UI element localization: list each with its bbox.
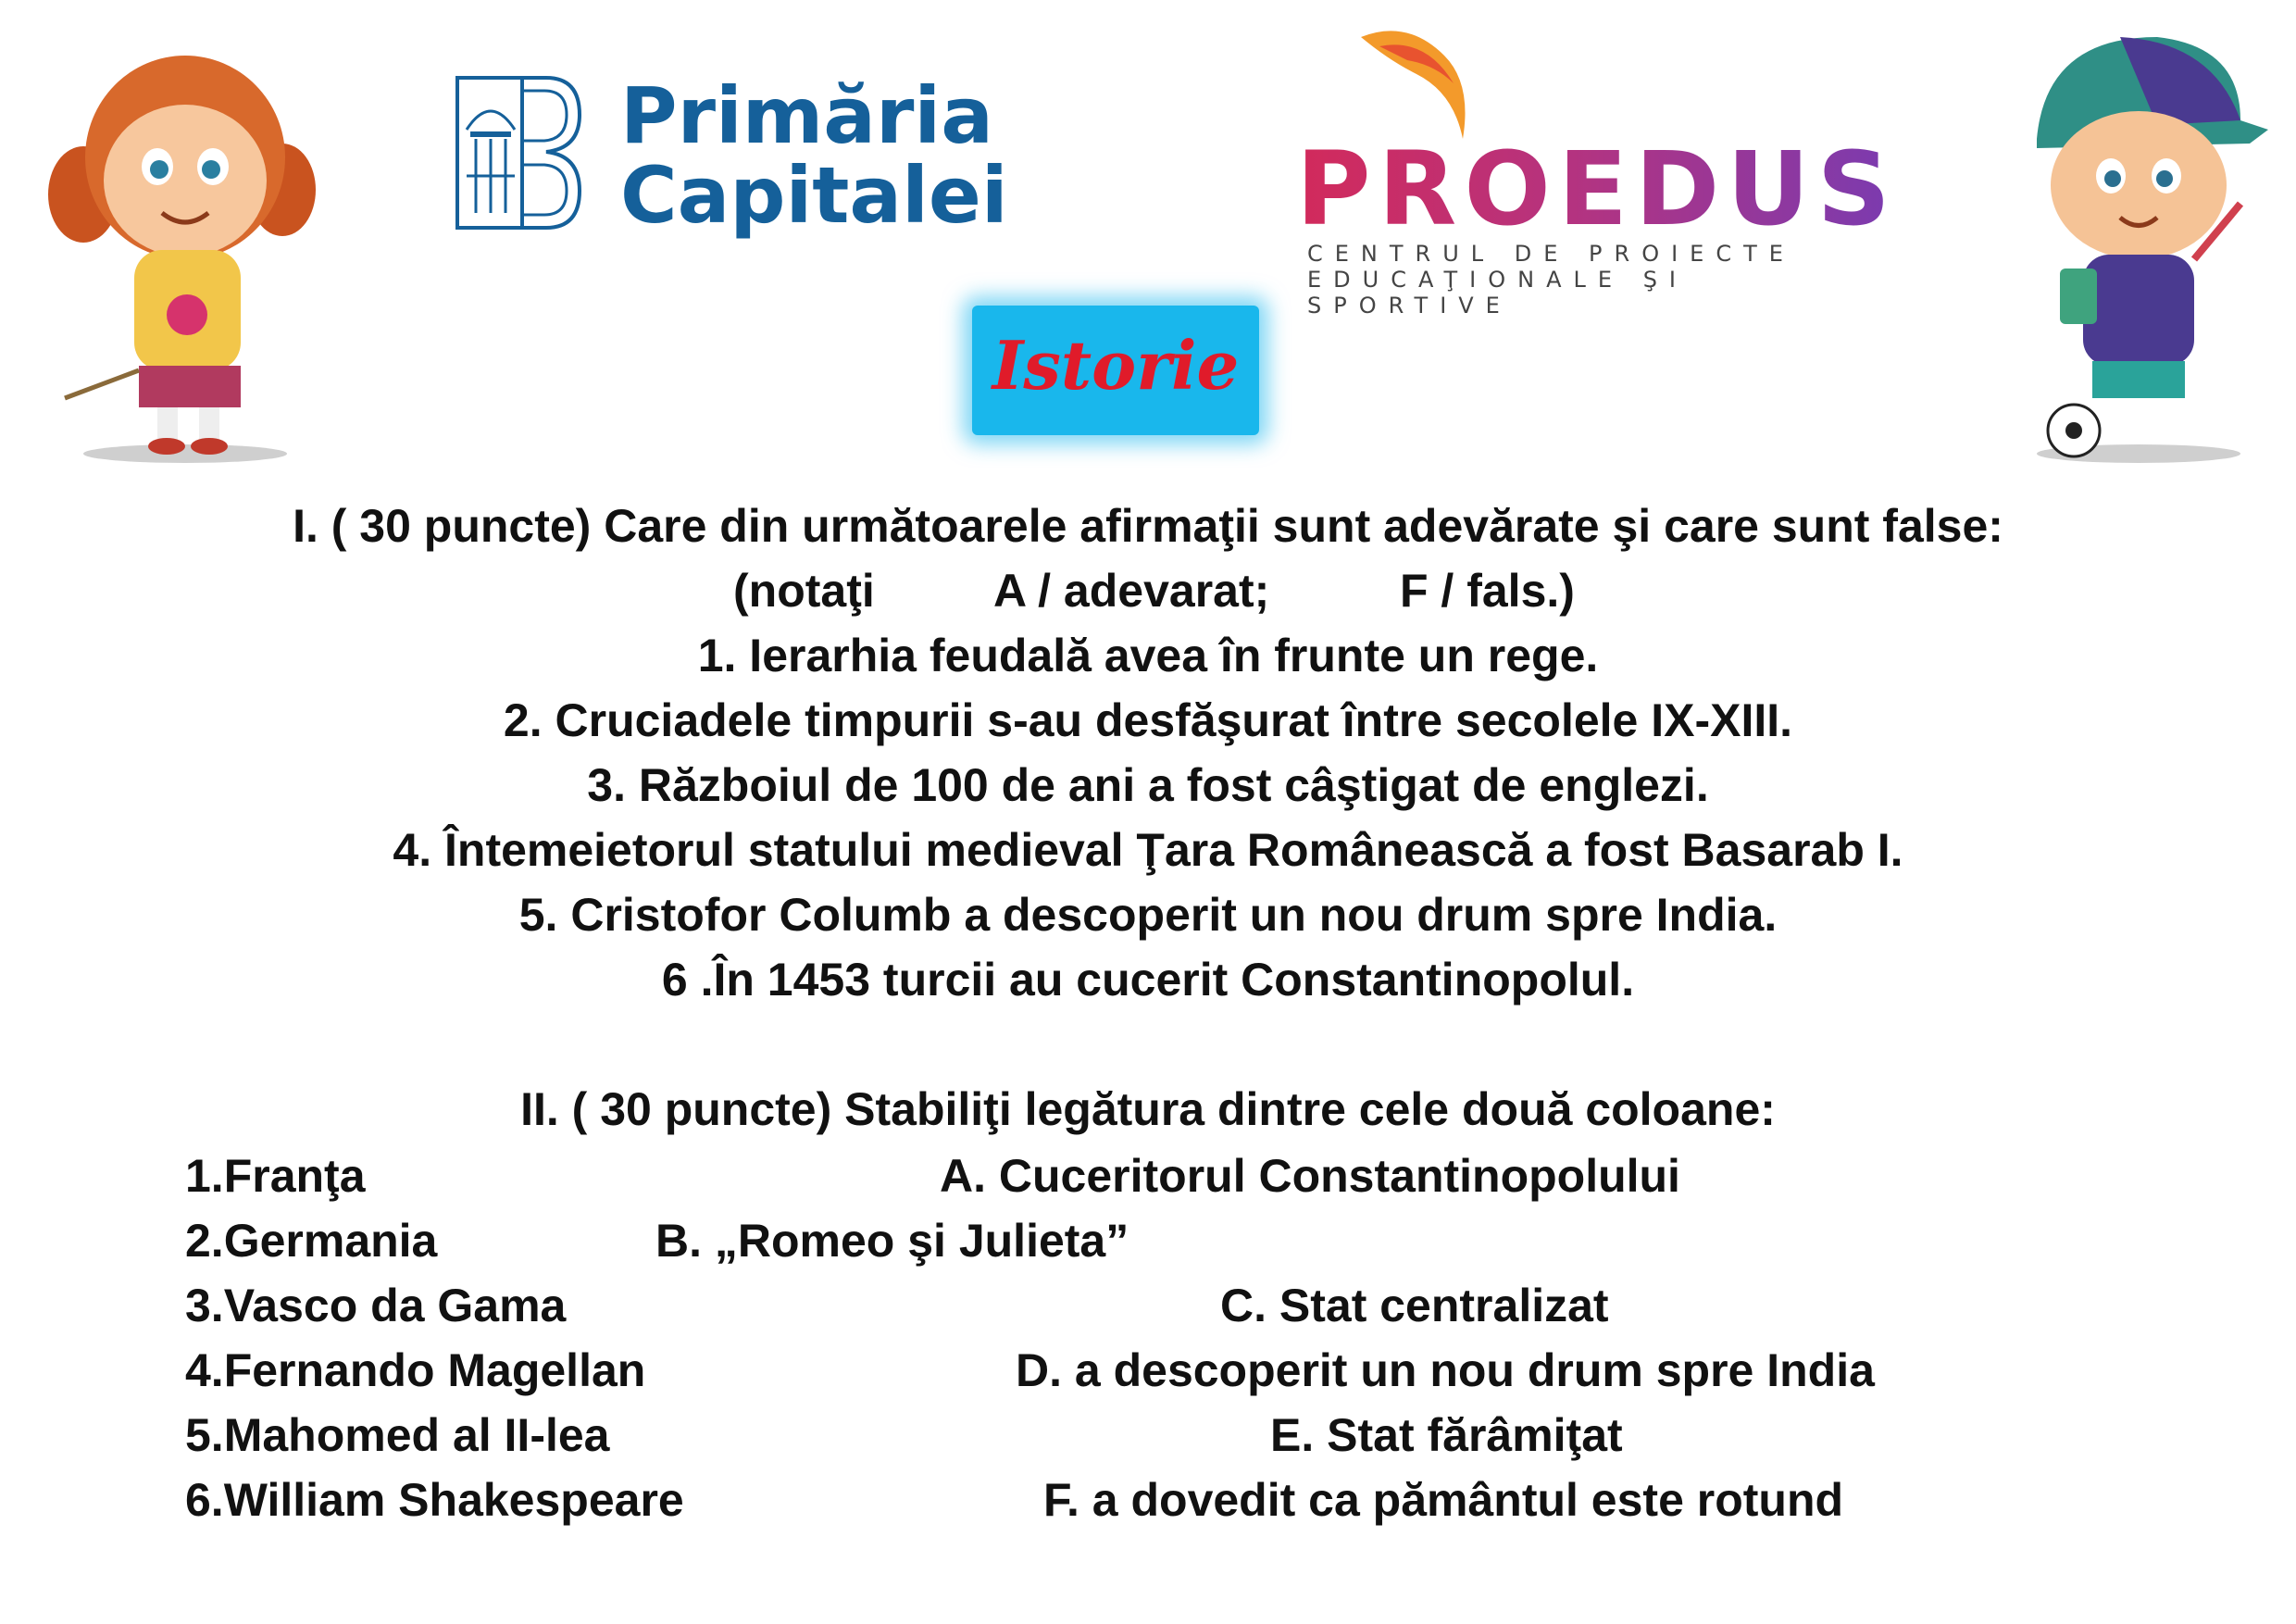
section1-item: 2. Cruciadele timpurii s-au desfăşurat între secolele IX-XIII.: [503, 694, 1793, 746]
primaria-emblem-icon: [454, 74, 583, 231]
section1-item: 1. Ierarhia feudală avea în frunte un rege.: [697, 630, 1599, 681]
section1-instructions-false: F / fals.): [1400, 565, 1575, 617]
primaria-logo-line2: Capitalei: [620, 150, 1008, 241]
section2-left-item: 2.Germania: [185, 1215, 438, 1267]
section1-item: 5. Cristofor Columb a descoperit un nou drum spre India.: [518, 889, 1778, 941]
section2-right-item: D. a descoperit un nou drum spre India: [1016, 1344, 1875, 1396]
section2-title: II. ( 30 puncte) Stabiliţi legătura dintre cele două coloane:: [520, 1083, 1776, 1135]
girl-mascot-illustration: [28, 19, 333, 463]
proedus-logo: [1296, 19, 1898, 319]
proedus-subtitle-line1: CENTRUL DE PROIECTE: [1307, 241, 1795, 267]
section2-right-item: F. a dovedit ca pământul este rotund: [1043, 1474, 1844, 1526]
section2-left-item: 3.Vasco da Gama: [185, 1280, 567, 1331]
section2-left-item: 1.Franţa: [185, 1150, 366, 1202]
subject-label: [972, 306, 1259, 435]
section2-left-item: 6.William Shakespeare: [185, 1474, 684, 1526]
primaria-logo-line1: Primăria: [620, 70, 993, 161]
section1-item: 4. Întemeietorul statului medieval Ţara Românească a fost Basarab I.: [393, 824, 1903, 876]
section2-right-item: A. Cuceritorul Constantinopolului: [940, 1150, 1680, 1202]
section1-instructions-notati: (notaţi: [733, 565, 875, 617]
section2-right-item: B. „Romeo şi Julieta”: [655, 1215, 1129, 1267]
section1-title: I. ( 30 puncte) Care din următoarele afirmaţii sunt adevărate şi care sunt false:: [293, 500, 2003, 552]
boy-mascot-illustration: [1972, 19, 2277, 463]
section2-right-item: C. Stat centralizat: [1220, 1280, 1609, 1331]
primaria-capitalei-logo: [454, 70, 1008, 250]
section1-item: 6 .În 1453 turcii au cucerit Constantinopolul.: [661, 954, 1635, 1006]
section2-left-item: 5.Mahomed al II-lea: [185, 1409, 610, 1461]
section2-left-item: 4.Fernando Magellan: [185, 1344, 646, 1396]
proedus-subtitle-line2: EDUCAŢIONALE ŞI SPORTIVE: [1307, 267, 1688, 319]
subject-title: Istorie: [992, 326, 1240, 405]
proedus-wordmark: PROEDUS: [1296, 130, 1898, 248]
section2-right-item: E. Stat fărâmiţat: [1270, 1409, 1623, 1461]
section1-instructions-true: A / adevarat;: [993, 565, 1270, 617]
section1-item: 3. Războiul de 100 de ani a fost câştigat de englezi.: [587, 759, 1709, 811]
flame-brush-icon: [1324, 19, 1509, 148]
